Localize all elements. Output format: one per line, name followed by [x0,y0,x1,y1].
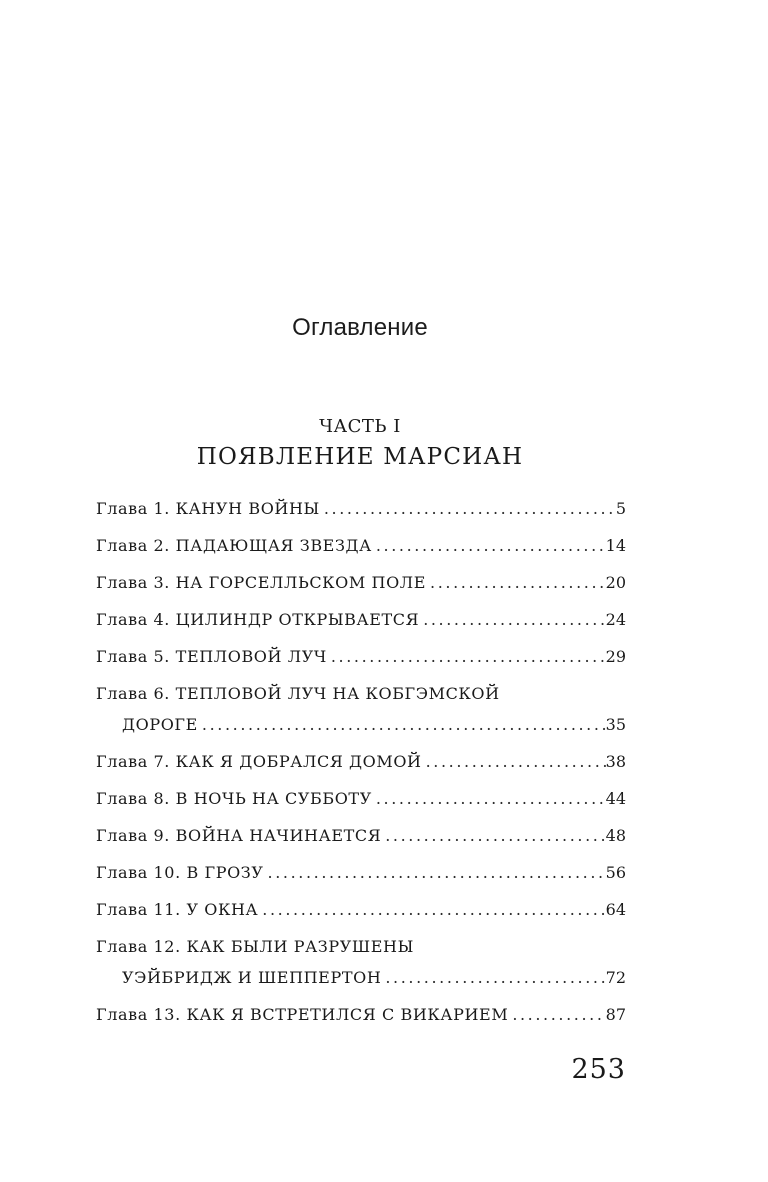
toc-entry-title: Глава 9. ВОЙНА НАЧИНАЕТСЯ [96,826,382,845]
toc-entry-title-continuation: УЭЙБРИДЖ И ШЕППЕРТОН [122,968,382,987]
toc-entry-12-continuation[interactable] [122,967,626,989]
dot-leader [381,825,605,847]
toc-heading: Оглавление [292,314,428,341]
toc-entry-title: Глава 6. ТЕПЛОВОЙ ЛУЧ НА КОБГЭМСКОЙ [96,684,500,703]
dot-leader [419,609,605,631]
toc-entry-title: Глава 5. ТЕПЛОВОЙ ЛУЧ [96,647,327,666]
toc-entry-7[interactable] [96,751,626,773]
dot-leader [372,535,606,557]
toc-entry-page: 35 [605,715,626,734]
dot-leader [372,788,606,810]
toc-entry-12[interactable] [96,936,626,958]
toc-entry-6-continuation[interactable] [122,714,626,736]
toc-entry-8[interactable] [96,788,626,810]
toc-entry-6[interactable] [96,683,626,705]
toc-entry-page: 64 [605,900,626,919]
toc-entry-page: 56 [605,863,626,882]
toc-entry-page: 24 [605,610,626,629]
toc-entry-10[interactable] [96,862,626,884]
toc-entry-title: Глава 11. У ОКНА [96,900,259,919]
toc-entry-page: 38 [605,752,626,771]
toc-entry-page: 44 [605,789,626,808]
dot-leader [320,498,616,520]
toc-entry-page: 48 [605,826,626,845]
toc-entry-page: 29 [605,647,626,666]
part-title: ПОЯВЛЕНИЕ МАРСИАН [196,444,524,470]
toc-entry-3[interactable] [96,572,626,594]
part-label: ЧАСТЬ I [319,416,401,437]
toc-entry-4[interactable] [96,609,626,631]
toc-entry-9[interactable] [96,825,626,847]
toc-entry-11[interactable] [96,899,626,921]
toc-entry-title: Глава 8. В НОЧЬ НА СУББОТУ [96,789,372,808]
toc-entry-2[interactable] [96,535,626,557]
dot-leader [198,714,606,736]
dot-leader [264,862,606,884]
dot-leader [508,1004,605,1026]
page-number: 253 [571,1054,626,1085]
toc-entry-title: Глава 2. ПАДАЮЩАЯ ЗВЕЗДА [96,536,372,555]
toc-entry-page: 72 [605,968,626,987]
dot-leader [258,899,605,921]
toc-entry-1[interactable] [96,498,626,520]
toc-entry-title: Глава 10. В ГРОЗУ [96,863,264,882]
toc-entry-page: 20 [605,573,626,592]
toc-entry-5[interactable] [96,646,626,668]
toc-entry-title: Глава 1. КАНУН ВОЙНЫ [96,499,320,518]
toc-entry-title: Глава 13. КАК Я ВСТРЕТИЛСЯ С ВИКАРИЕМ [96,1005,509,1024]
dot-leader [422,751,606,773]
toc-entry-13[interactable] [96,1004,626,1026]
toc-entry-page: 14 [605,536,626,555]
toc-entry-title: Глава 7. КАК Я ДОБРАЛСЯ ДОМОЙ [96,752,422,771]
toc-entry-page: 87 [605,1005,626,1024]
toc-entry-title: Глава 3. НА ГОРСЕЛЛЬСКОМ ПОЛЕ [96,573,427,592]
dot-leader [426,572,606,594]
toc-entry-title: Глава 12. КАК БЫЛИ РАЗРУШЕНЫ [96,937,414,956]
toc-entry-title-continuation: ДОРОГЕ [122,715,198,734]
dot-leader [327,646,606,668]
toc-entry-title: Глава 4. ЦИЛИНДР ОТКРЫВАЕТСЯ [96,610,420,629]
dot-leader [381,967,605,989]
toc-entry-page: 5 [615,499,626,518]
